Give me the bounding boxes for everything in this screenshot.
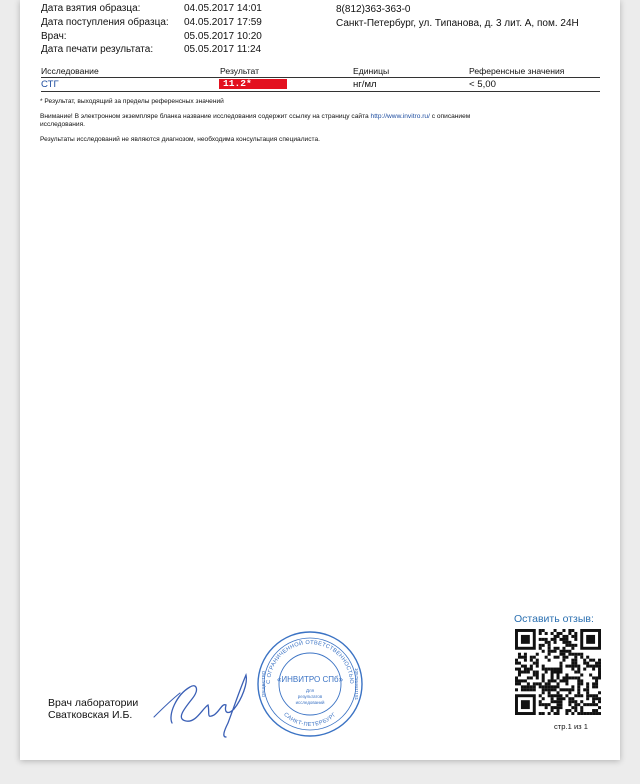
table-bottom-rule xyxy=(41,91,600,92)
doctor-title: Врач лаборатории xyxy=(48,697,139,709)
sample-received-label: Дата поступления образца: xyxy=(41,17,169,28)
stamp-sub2: результатов xyxy=(297,694,323,699)
header-reference: Референсные значения xyxy=(469,66,565,76)
attention-prefix: Внимание! В электронном экземпляре бланка название исследования содержит ссылку на страницу сайта xyxy=(40,113,369,120)
handwritten-signature xyxy=(150,665,254,740)
table-header-rule xyxy=(41,77,600,78)
stamp-ring-bottom: САНКТ-ПЕТЕРБУРГ xyxy=(282,711,338,729)
feedback-link[interactable]: Оставить отзыв: xyxy=(514,613,594,625)
result-value-out-of-range: 11.2* xyxy=(219,79,287,89)
stamp-ring-right: 1057812111181 xyxy=(354,667,359,701)
asterisk-note: * Результат, выходящий за пределы референсных значений xyxy=(40,98,224,105)
organization-stamp xyxy=(254,628,366,740)
stamp-center: «ИНВИТРО СПб» xyxy=(276,675,344,684)
stamp-sub3: исследований xyxy=(295,700,325,705)
lab-phone: 8(812)363-363-0 xyxy=(336,4,411,15)
feedback-qr-code[interactable] xyxy=(515,629,601,715)
print-date-label: Дата печати результата: xyxy=(41,44,154,55)
attention-note xyxy=(40,113,470,121)
sample-received-value: 04.05.2017 17:59 xyxy=(184,17,262,28)
doctor-name: Сватковская И.Б. xyxy=(48,709,133,721)
stamp-ring-top: С ОГРАНИЧЕННОЙ ОТВЕТСТВЕННОСТЬЮ xyxy=(265,639,355,685)
lab-result-page xyxy=(20,0,620,760)
page-number: стр.1 из 1 xyxy=(554,722,588,731)
sample-taken-value: 04.05.2017 14:01 xyxy=(184,3,262,14)
result-units: нг/мл xyxy=(353,79,377,90)
result-reference: < 5,00 xyxy=(469,79,496,90)
stamp-sub1: Для xyxy=(306,688,314,693)
doctor-label: Врач: xyxy=(41,31,67,42)
attention-note-line2: исследования. xyxy=(40,121,85,128)
invitro-site-link[interactable]: http://www.invitro.ru/ xyxy=(370,113,430,120)
lab-address: Санкт-Петербург, ул. Типанова, д. 3 лит. А, пом. 24Н xyxy=(336,18,579,29)
doctor-value: 05.05.2017 10:20 xyxy=(184,31,262,42)
attention-suffix: с описанием xyxy=(431,113,471,120)
disclaimer: Результаты исследований не являются диагнозом, необходима консультация специалиста. xyxy=(40,136,320,143)
sample-taken-label: Дата взятия образца: xyxy=(41,3,141,14)
header-units: Единицы xyxy=(353,66,390,76)
test-link-stg[interactable]: СТГ xyxy=(41,79,59,90)
print-date-value: 05.05.2017 11:24 xyxy=(184,44,262,55)
header-result: Результат xyxy=(220,66,260,76)
stamp-ring-left: ОБЩЕСТВО xyxy=(261,670,266,698)
header-test: Исследование xyxy=(41,66,99,76)
